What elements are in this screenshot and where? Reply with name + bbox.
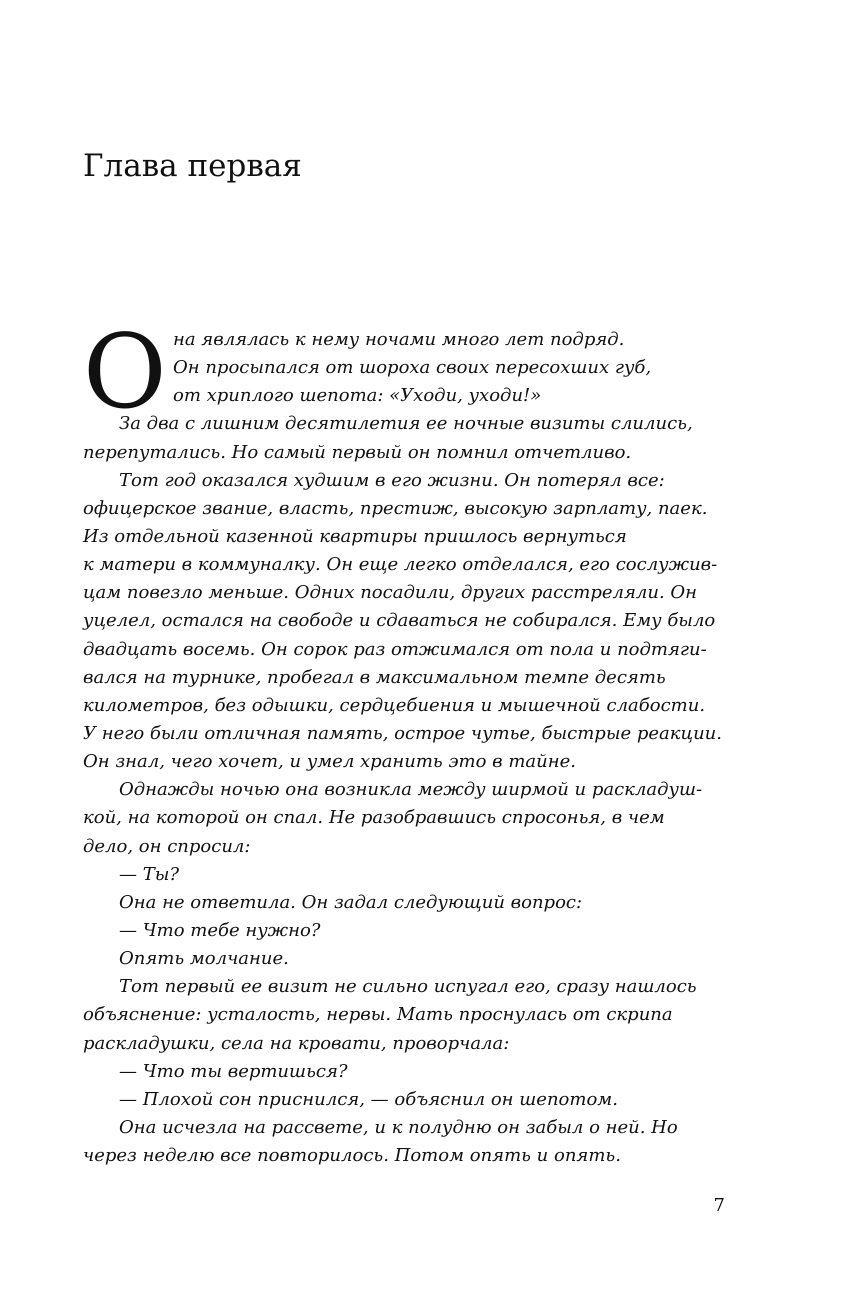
text-line: километров, без одышки, сердцебиения и мышечной слабости. — [83, 694, 706, 716]
dialogue-line: — Плохой сон приснился, — объяснил он шепотом. — [119, 1088, 618, 1110]
text-line: Опять молчание. — [119, 948, 289, 970]
text-line: дело, он спросил: — [83, 835, 251, 857]
text-line: Тот первый ее визит не сильно испугал его, сразу нашлось — [119, 976, 697, 998]
dialogue-line: — Ты? — [119, 863, 180, 885]
text-line: через неделю все повторилось. Потом опять и опять. — [83, 1145, 621, 1167]
text-line: перепутались. Но самый первый он помнил отчетливо. — [83, 441, 632, 463]
text-line: раскладушки, села на кровати, проворчала: — [83, 1032, 510, 1054]
dialogue-line: — Что тебе нужно? — [119, 919, 321, 941]
text-line: кой, на которой он спал. Не разобравшись спросонья, в чем — [83, 807, 665, 829]
text-line: Он просыпался от шороха своих пересохших губ, — [173, 357, 652, 379]
text-line: цам повезло меньше. Одних посадили, других расстреляли. Он — [83, 582, 698, 604]
chapter-title: Глава первая — [83, 148, 302, 184]
text-line: Она исчезла на рассвете, и к полудню он забыл о ней. Но — [119, 1116, 678, 1138]
drop-cap: О — [83, 313, 167, 432]
text-line: вался на турнике, пробегал в максимальном темпе десять — [83, 666, 666, 688]
text-line: Из отдельной казенной квартиры пришлось вернуться — [83, 525, 627, 547]
text-line: к матери в коммуналку. Он еще легко отделался, его сослужив- — [83, 554, 718, 576]
text-line: от хриплого шепота: «Уходи, уходи!» — [173, 385, 542, 407]
text-line: офицерское звание, власть, престиж, высокую зарплату, паек. — [83, 497, 708, 519]
text-line: на являлась к нему ночами много лет подряд. — [173, 329, 625, 350]
text-line: За два с лишним десятилетия ее ночные визиты слились, — [119, 413, 693, 435]
dialogue-line: — Что ты вертишься? — [119, 1060, 348, 1082]
chapter-body — [83, 326, 743, 1170]
text-line: Тот год оказался худшим в его жизни. Он потерял все: — [119, 469, 665, 491]
text-line: Он знал, чего хочет, и умел хранить это в тайне. — [83, 751, 576, 773]
page-number: 7 — [713, 1195, 725, 1216]
text-line: объяснение: усталость, нервы. Мать проснулась от скрипа — [83, 1004, 673, 1026]
text-line: У него были отличная память, острое чутье, быстрые реакции. — [83, 722, 722, 744]
text-line: Однажды ночью она возникла между ширмой и раскладуш- — [119, 779, 703, 801]
text-line: уцелел, остался на свободе и сдаваться не собирался. Ему было — [83, 610, 716, 632]
text-line: двадцать восемь. Он сорок раз отжимался от пола и подтяги- — [83, 638, 707, 660]
text-line: Она не ответила. Он задал следующий вопрос: — [119, 891, 583, 913]
